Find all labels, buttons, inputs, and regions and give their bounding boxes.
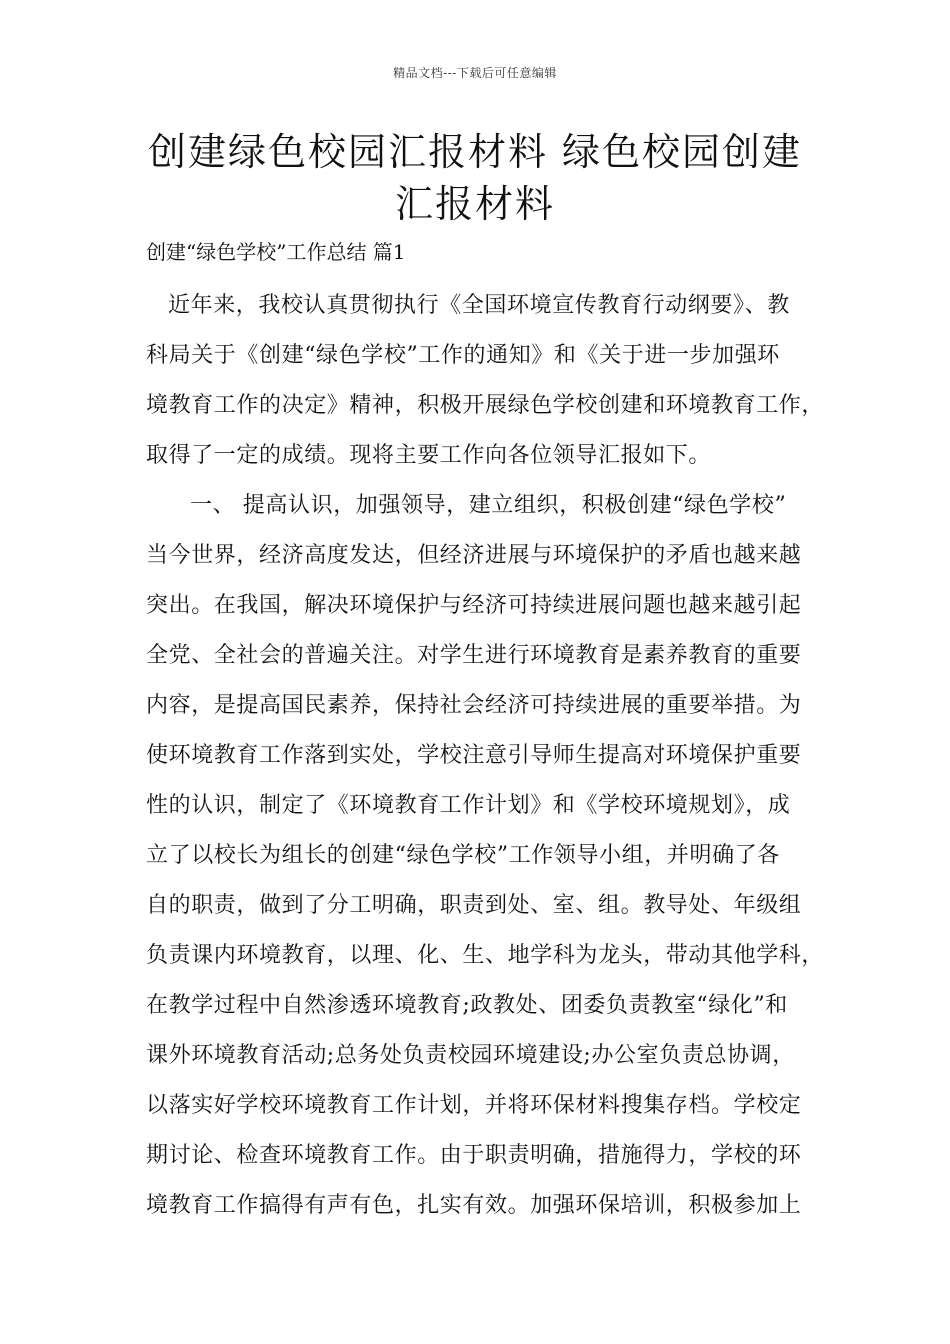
section-heading: 一、 提高认识，加强领导，建立组织，积极创建“绿色学校” — [190, 493, 787, 518]
section-subtitle: 创建“绿色学校”工作总结 篇1 — [146, 240, 406, 264]
body-line: 性的认识，制定了《环境教育工作计划》和《学校环境规划》，成 — [146, 793, 791, 818]
body-line: 期讨论、检查环境教育工作。由于职责明确，措施得力，学校的环 — [146, 1143, 802, 1168]
body-line: 内容，是提高国民素养，保持社会经济可持续进展的重要举措。为 — [146, 693, 802, 718]
title-line-2: 汇报材料 — [394, 182, 555, 226]
body-line: 近年来，我校认真贯彻执行《全国环境宣传教育行动纲要》、教 — [168, 293, 790, 318]
body-line: 负责课内环境教育，以理、化、生、地学科为龙头，带动其他学科， — [146, 943, 825, 968]
body-line: 当今世界，经济高度发达，但经济进展与环境保护的矛盾也越来越 — [146, 543, 802, 568]
body-line: 境教育工作搞得有声有色，扎实有效。加强环保培训，积极参加上 — [146, 1193, 802, 1218]
body-line: 使环境教育工作落到实处，学校注意引导师生提高对环境保护重要 — [146, 743, 802, 768]
body-line: 以落实好学校环境教育工作计划，并将环保材料搜集存档。学校定 — [146, 1093, 802, 1118]
body-line: 突出。在我国，解决环境保护与经济可持续进展问题也越来越引起 — [146, 593, 802, 618]
body-line: 课外环境教育活动;总务处负责校园环境建设;办公室负责总协调， — [146, 1043, 795, 1068]
page-header: 精品文档---下载后可任意编辑 — [393, 66, 557, 80]
body-line: 科局关于《创建“绿色学校”工作的通知》和《关于进一步加强环 — [146, 343, 780, 368]
body-line: 全党、全社会的普遍关注。对学生进行环境教育是素养教育的重要 — [146, 643, 802, 668]
body-line: 自的职责，做到了分工明确，职责到处、室、组。教导处、年级组 — [146, 893, 802, 918]
document-title — [120, 126, 830, 230]
body-line: 境教育工作的决定》精神，积极开展绿色学校创建和环境教育工作， — [146, 393, 825, 418]
body-line: 取得了一定的成绩。现将主要工作向各位领导汇报如下。 — [146, 443, 712, 468]
body-line: 立了以校长为组长的创建“绿色学校”工作领导小组，并明确了各 — [146, 843, 780, 868]
title-line-1: 创建绿色校园汇报材料 绿色校园创建 — [147, 130, 803, 174]
body-line: 在教学过程中自然渗透环境教育;政教处、团委负责教室“绿化”和 — [146, 993, 788, 1018]
body-text — [146, 281, 825, 1231]
